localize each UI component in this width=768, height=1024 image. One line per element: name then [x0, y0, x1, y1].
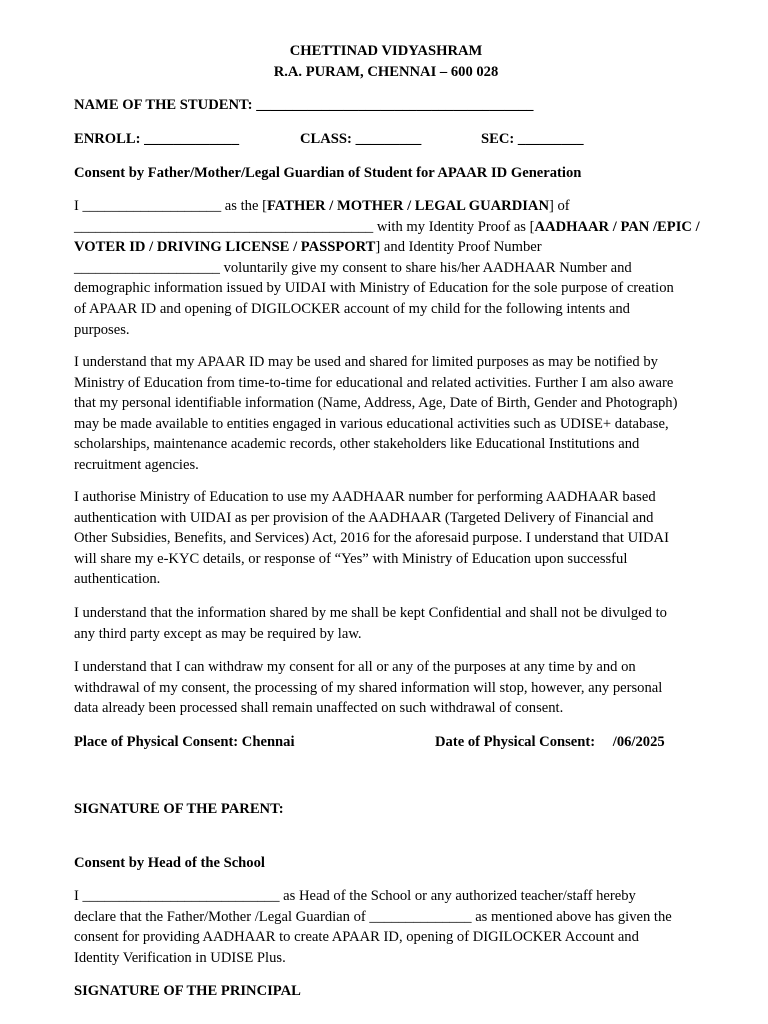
consent-paragraph-5 — [74, 657, 704, 719]
consent-paragraph-4 — [74, 603, 704, 644]
place-of-consent: Place of Physical Consent: Chennai — [74, 734, 295, 750]
p3-line: authentication with UIDAI as per provision of the AADHAAR (Targeted Delivery of Financial and — [74, 509, 654, 526]
p1-line-2 — [74, 217, 704, 238]
school-address: R.A. PURAM, CHENNAI – 600 028 — [273, 64, 499, 80]
sec-blank: _________ — [517, 131, 584, 147]
p1-line-7: purposes. — [74, 321, 130, 338]
p5-line: data already been processed shall remain unaffected on such withdrawal of consent. — [74, 700, 564, 717]
parent-consent-title: Consent by Father/Mother/Legal Guardian of Student for APAAR ID Generation — [74, 165, 582, 181]
class-blank: _________ — [355, 131, 422, 147]
p1-line-6: of APAAR ID and opening of DIGILOCKER account of my child for the following intents and — [74, 300, 630, 317]
head-consent-paragraph — [74, 886, 704, 968]
sec-field — [481, 129, 584, 150]
p2-line: that my personal identifiable information (Name, Address, Age, Date of Birth, Gender and Photograph) — [74, 395, 678, 412]
p5-line: withdrawal of my consent, the processing of my shared information will stop, however, any personal — [74, 679, 663, 696]
principal-signature-label: SIGNATURE OF THE PRINCIPAL — [74, 983, 301, 999]
enroll-field — [74, 129, 239, 150]
student-name-row — [74, 95, 533, 116]
relation-options: FATHER / MOTHER / LEGAL GUARDIAN — [266, 198, 549, 214]
date-value: /06/2025 — [612, 734, 665, 750]
date-label: Date of Physical Consent: — [435, 734, 596, 750]
class-label: CLASS: — [300, 131, 352, 147]
date-of-consent — [435, 732, 665, 753]
head-line: declare that the Father/Mother /Legal Guardian of ______________ as mentioned above has given the — [74, 908, 672, 925]
class-field — [300, 129, 421, 150]
head-line: consent for providing AADHAAR to create APAAR ID, opening of DIGILOCKER Account and — [74, 929, 639, 946]
head-line: I ___________________________ as Head of the School or any authorized teacher/staff hereby — [74, 888, 636, 904]
p1-text: ] and Identity Proof Number — [375, 239, 542, 256]
consent-paragraph-1 — [74, 196, 704, 340]
id-proof-options: VOTER ID / DRIVING LICENSE / PASSPORT — [74, 239, 376, 256]
p4-line: any third party except as may be required by law. — [74, 625, 362, 642]
p1-text: ] of — [549, 198, 570, 214]
p3-line: authentication. — [74, 571, 161, 588]
p2-line: Ministry of Education from time-to-time for educational and related activities. Further I am also aware — [74, 374, 674, 391]
consent-paragraph-2 — [74, 352, 704, 476]
parent-signature-label: SIGNATURE OF THE PARENT: — [74, 801, 284, 817]
p3-line: I authorise Ministry of Education to use my AADHAAR number for performing AADHAAR based — [74, 489, 656, 505]
p3-line: Other Subsidies, Benefits, and Services) Act, 2016 for the aforesaid purpose. I understand that UIDAI — [74, 530, 669, 547]
school-name: CHETTINAD VIDYASHRAM — [289, 43, 483, 59]
p2-line: may be made available to entities engaged in various educational activities such as UDISE+ database, — [74, 415, 669, 432]
enroll-label: ENROLL: — [74, 131, 141, 147]
p1-text: I ___________________ as the [ — [74, 198, 267, 214]
p4-line: I understand that the information shared by me shall be kept Confidential and shall not be divulged to — [74, 605, 667, 621]
p1-line-1 — [74, 196, 704, 217]
head-consent-title: Consent by Head of the School — [74, 855, 265, 871]
p1-text: _________________________________________ with my Identity Proof as [ — [74, 218, 535, 235]
p2-line: recruitment agencies. — [74, 456, 199, 473]
id-proof-options: AADHAAR / PAN /EPIC / — [534, 218, 700, 235]
p1-line-4: ____________________ voluntarily give my consent to share his/her AADHAAR Number and — [74, 259, 632, 276]
enroll-blank: _____________ — [144, 131, 240, 147]
head-line: Identity Verification in UDISE Plus. — [74, 949, 286, 966]
p5-line: I understand that I can withdraw my consent for all or any of the purposes at any time by and on — [74, 659, 636, 675]
consent-paragraph-3 — [74, 487, 704, 590]
p1-line-3 — [74, 237, 704, 258]
sec-label: SEC: — [481, 131, 515, 147]
p3-line: will share my e-KYC details, or response of “Yes” with Ministry of Education upon successful — [74, 550, 628, 567]
student-name-blank: ______________________________________ — [256, 97, 534, 113]
p2-line: I understand that my APAAR ID may be used and shared for limited purposes as may be notified by — [74, 354, 658, 370]
p2-line: scholarships, maintenance academic records, other stakeholders like Educational Institutions and — [74, 436, 640, 453]
p1-line-5: demographic information issued by UIDAI with Ministry of Education for the sole purpose of creation — [74, 280, 674, 297]
student-name-label: NAME OF THE STUDENT: — [74, 97, 253, 113]
